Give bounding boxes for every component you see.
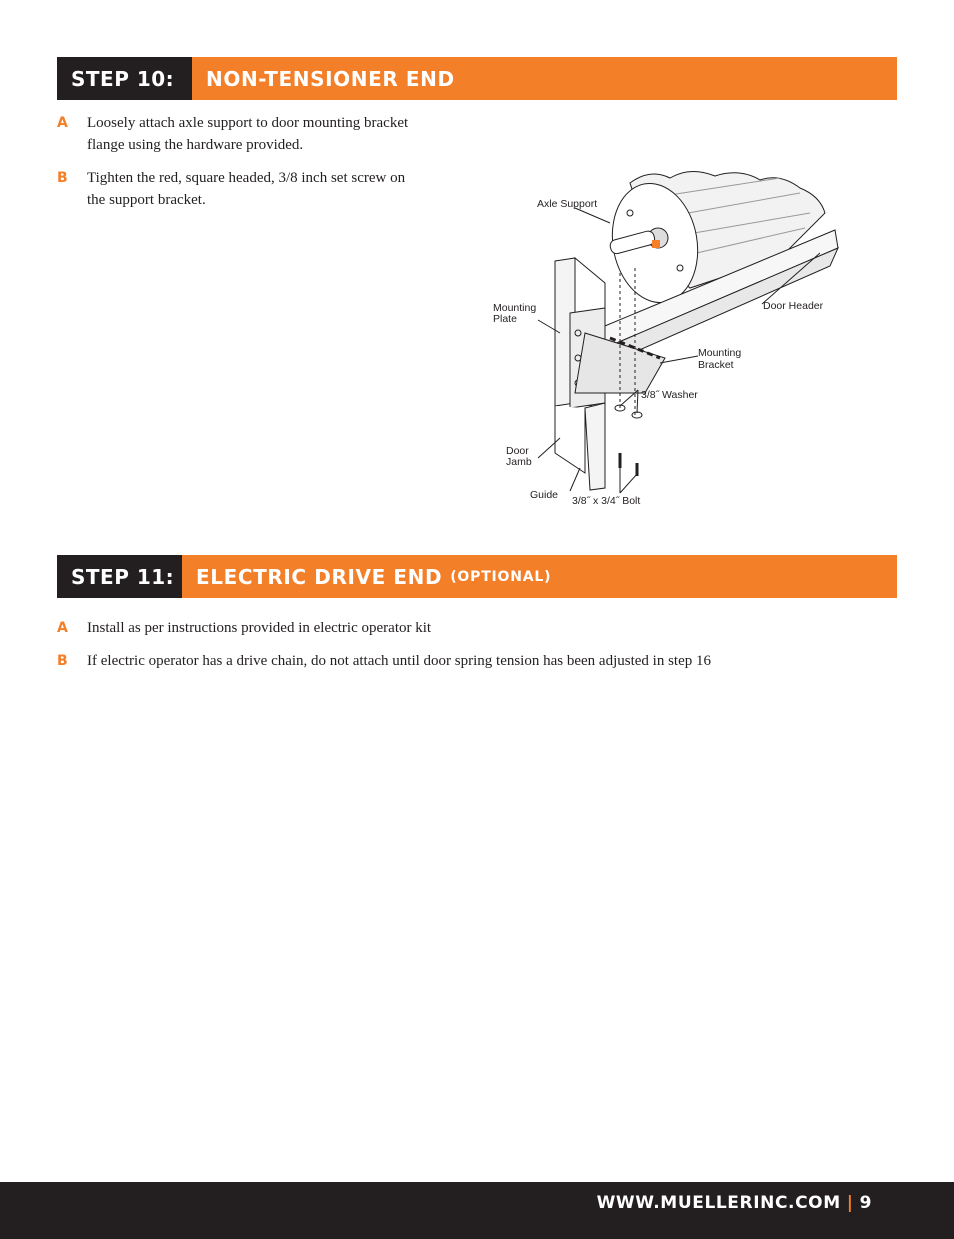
step11-label: STEP 11: — [57, 555, 182, 598]
label-bolt: 3/8˝ x 3/4˝ Bolt — [572, 495, 641, 507]
label-guide: Guide — [530, 489, 559, 501]
step11-item-b-text: If electric operator has a drive chain, do not attach until door spring tension has been adjusted in step 16 — [87, 653, 711, 669]
step11-item-a-text: Install as per instructions provided in electric operator kit — [87, 620, 432, 636]
label-mounting-bracket-2: Bracket — [698, 359, 734, 371]
page-number: 9 — [859, 1193, 872, 1213]
footer-text — [597, 1193, 872, 1213]
label-mounting-plate-2: Plate — [493, 313, 517, 325]
step10-item-a-text: Loosely attach axle support to door mounting bracket flange using the hardware provided. — [87, 115, 409, 153]
step11-title-main: ELECTRIC DRIVE END — [196, 564, 443, 589]
step11-header — [57, 555, 897, 598]
label-door-jamb-2: Jamb — [506, 456, 532, 468]
label-mounting-plate-1: Mounting — [493, 302, 537, 314]
step10-item-b — [57, 167, 427, 211]
step11-title — [182, 555, 897, 598]
step11-item-b — [57, 650, 877, 672]
step10-label: STEP 10: — [57, 57, 192, 100]
step11-title-sub: (OPTIONAL) — [450, 568, 552, 585]
step10-title: NON-TENSIONER END — [192, 57, 897, 100]
step11-item-b-letter: B — [57, 653, 68, 669]
label-washer: 3/8˝ Washer — [641, 389, 698, 401]
page-footer — [0, 1182, 954, 1239]
step10-item-b-text: Tighten the red, square headed, 3/8 inch set screw on the support bracket. — [87, 170, 406, 208]
footer-separator: | — [846, 1193, 854, 1213]
step10-item-b-letter: B — [57, 170, 68, 186]
step10-item-a-letter: A — [57, 115, 68, 131]
footer-url[interactable]: WWW.MUELLERINC.COM — [596, 1193, 841, 1213]
label-mounting-bracket-1: Mounting — [698, 347, 742, 359]
step10-item-a — [57, 112, 447, 156]
step11-item-a — [57, 617, 877, 639]
label-axle-support: Axle Support — [537, 198, 598, 210]
label-door-header: Door Header — [763, 300, 824, 312]
step11-item-a-letter: A — [57, 620, 68, 636]
label-door-jamb-1: Door — [506, 445, 529, 457]
step10-header — [57, 57, 897, 100]
installation-diagram — [480, 168, 840, 513]
